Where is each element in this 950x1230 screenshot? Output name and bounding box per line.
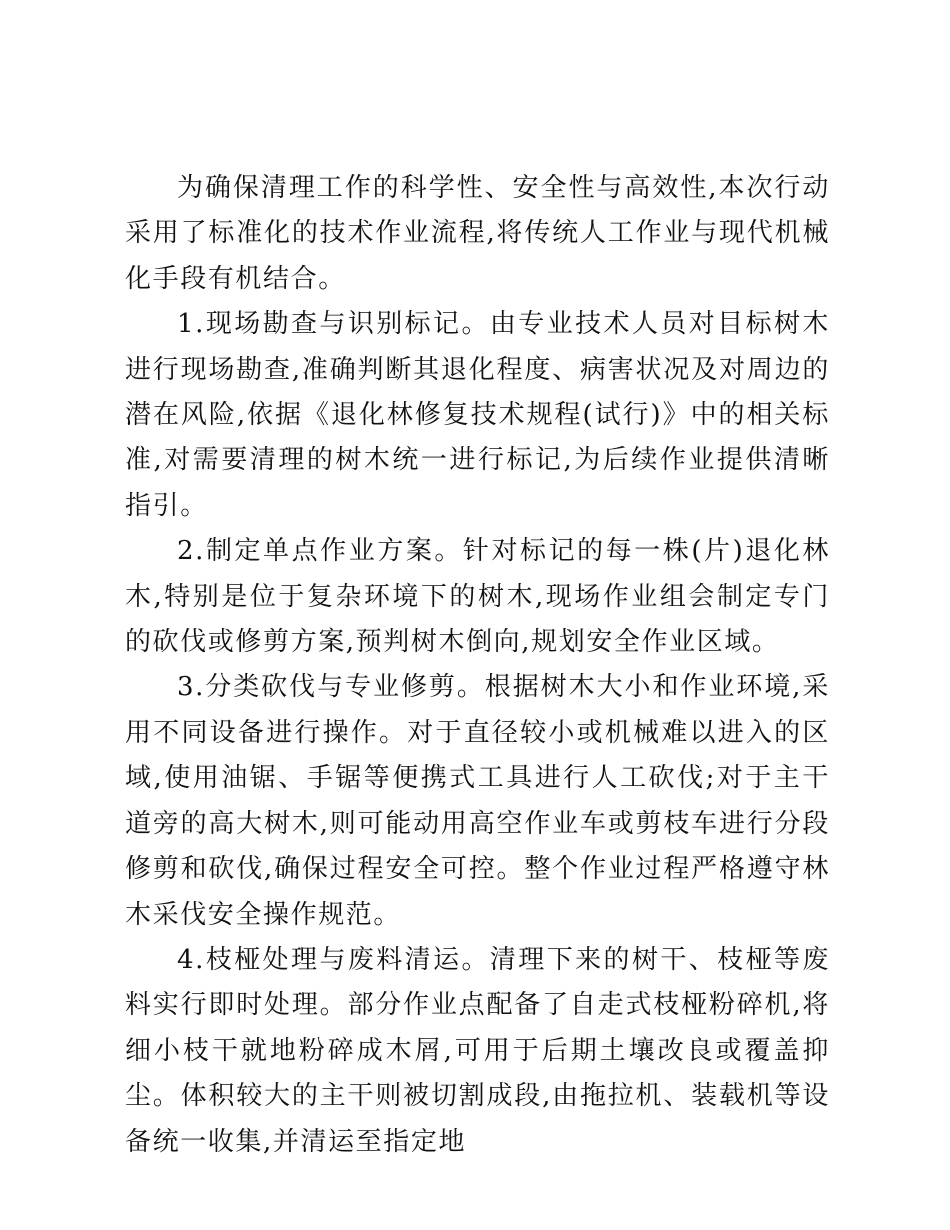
step-3-paragraph: 3.分类砍伐与专业修剪。根据树木大小和作业环境,采用不同设备进行操作。对于直径较小或机械难以进入的区域,使用油锯、手锯等便携式工具进行人工砍伐;对于主干道旁的高大树木,则可能动用高空作业车或剪枝车进行分段修剪和砍伐,确保过程安全可控。整个作业过程严格遵守林木采伐安全操作规范。 [125, 672, 830, 930]
step-4-paragraph: 4.枝桠处理与废料清运。清理下来的树干、枝桠等废料实行即时处理。部分作业点配备了自走式枝桠粉碎机,将细小枝干就地粉碎成木屑,可用于后期土壤改良或覆盖抑尘。体积较大的主干则被切割成段,由拖拉机、装载机等设备统一收集,并清运至指定地 [125, 944, 830, 1157]
step-2-paragraph: 2.制定单点作业方案。针对标记的每一株(片)退化林木,特别是位于复杂环境下的树木,现场作业组会制定专门的砍伐或修剪方案,预判树木倒向,规划安全作业区域。 [125, 536, 830, 658]
step-1-paragraph: 1.现场勘查与识别标记。由专业技术人员对目标树木进行现场勘查,准确判断其退化程度、病害状况及对周边的潜在风险,依据《退化林修复技术规程(试行)》中的相关标准,对需要清理的树木统一进行标记,为后续作业提供清晰指引。 [125, 309, 830, 521]
document-body [125, 166, 830, 1165]
intro-paragraph: 为确保清理工作的科学性、安全性与高效性,本次行动采用了标准化的技术作业流程,将传统人工作业与现代机械化手段有机结合。 [125, 173, 830, 294]
